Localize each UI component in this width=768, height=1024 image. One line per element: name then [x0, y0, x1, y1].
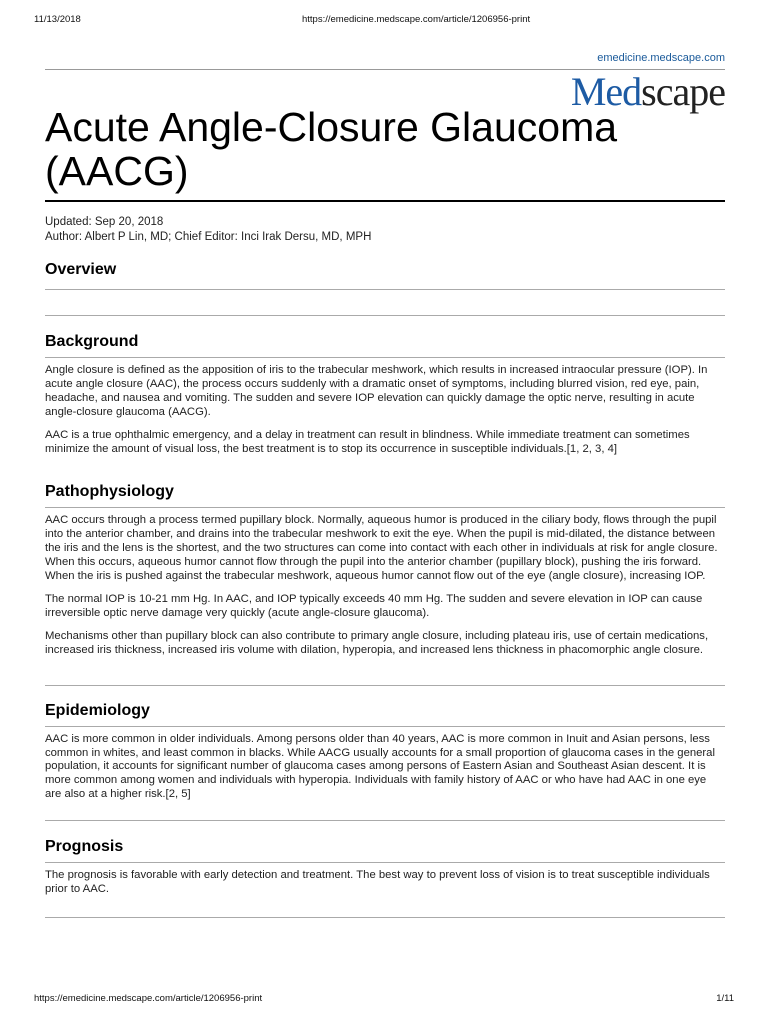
pathophysiology-paragraph: The normal IOP is 10-21 mm Hg. In AAC, and IOP typically exceeds 40 mm Hg. The sudden and severe elevation in IOP can cause irreversible optic nerve damage very quickly (acute angle-closure glaucoma). [45, 592, 703, 619]
author-line: Author: Albert P Lin, MD; Chief Editor: Inci Irak Dersu, MD, MPH [45, 230, 372, 243]
print-footer [34, 993, 734, 1004]
section-divider [45, 820, 725, 821]
updated-date: Updated: Sep 20, 2018 [45, 216, 164, 228]
medscape-logo[interactable]: Medscape [570, 69, 725, 114]
print-date: 11/13/2018 [34, 14, 81, 25]
title-divider [45, 200, 725, 202]
site-link[interactable]: emedicine.medscape.com [597, 52, 725, 64]
footer-url[interactable]: https://emedicine.medscape.com/article/1206956-print [34, 993, 263, 1004]
article-body [45, 258, 725, 918]
section-divider [45, 315, 725, 316]
section-divider [45, 357, 725, 358]
prognosis-heading: Prognosis [45, 838, 124, 856]
article-meta [45, 215, 371, 244]
page-title: Acute Angle-Closure Glaucoma (AACG) [45, 104, 618, 194]
prognosis-paragraph: The prognosis is favorable with early detection and treatment. The best way to prevent loss of vision is to treat susceptible individuals prior to AAC. [45, 869, 710, 896]
pathophysiology-paragraph: Mechanisms other than pupillary block can also contribute to primary angle closure, including plateau iris, use of certain medications, increased iris thickness, increased iris volume with dilation, hyperopia, and increased lens thickness in phacomorphic angle closure. [45, 629, 709, 656]
section-divider [45, 289, 725, 290]
background-paragraph: AAC is a true ophthalmic emergency, and a delay in treatment can result in blindness. While immediate treatment can sometimes minimize the amount of visual loss, the best treatment is to stop its occurrence in susceptible individuals.[1, 2, 3, 4] [45, 428, 690, 455]
section-divider [45, 726, 725, 727]
section-divider [45, 685, 725, 686]
page-number: 1/11 [716, 993, 734, 1004]
epidemiology-heading: Epidemiology [45, 701, 150, 719]
epidemiology-paragraph: AAC is more common in older individuals. Among persons older than 40 years, AAC is more common in Inuit and Asian persons, less common in whites, and least common in blacks. While AACG usually accounts for a small proportion of glaucoma cases in the general population, it accounts for significant number of glaucoma cases among persons of Eastern Asian and Southeast Asian descent. It is more common among women and individuals with hyperopia. Individuals with family history of AAC or who have had AAC in one eye are also at a higher risk.[2, 5] [45, 732, 715, 801]
section-divider [45, 862, 725, 863]
section-divider [45, 917, 725, 918]
section-divider [45, 507, 725, 508]
print-url[interactable]: https://emedicine.medscape.com/article/1206956-print [302, 14, 531, 25]
background-heading: Background [45, 333, 139, 350]
overview-heading: Overview [45, 261, 117, 278]
pathophysiology-paragraph: AAC occurs through a process termed pupillary block. Normally, aqueous humor is produced in the ciliary body, flows through the pupil into the anterior chamber, and drains into the trabecular meshwork to exit the eye. When the pupil is mid-dilated, the distance between the iris and the lens is the shortest, and the two structures can come into contact with each other in individuals at risk for angle closure. When this occurs, aqueous humor cannot flow through the pupil into the anterior chamber (pupillary block), pushing the iris forward. When the iris is pushed against the trabecular meshwork, aqueous humor cannot flow out of the eye (angle closure), increasing IOP. [45, 514, 718, 583]
pathophysiology-heading: Pathophysiology [45, 483, 174, 501]
background-paragraph: Angle closure is defined as the apposition of iris to the trabecular meshwork, which results in increased intraocular pressure (IOP). In acute angle closure (AAC), the process occurs suddenly with a dramatic onset of symptoms, including blurred vision, red eye, pain, headache, and nausea and vomiting. The sudden and severe IOP elevation can quickly damage the optic nerve, resulting in acute angle-closure glaucoma (AACG). [45, 364, 708, 418]
